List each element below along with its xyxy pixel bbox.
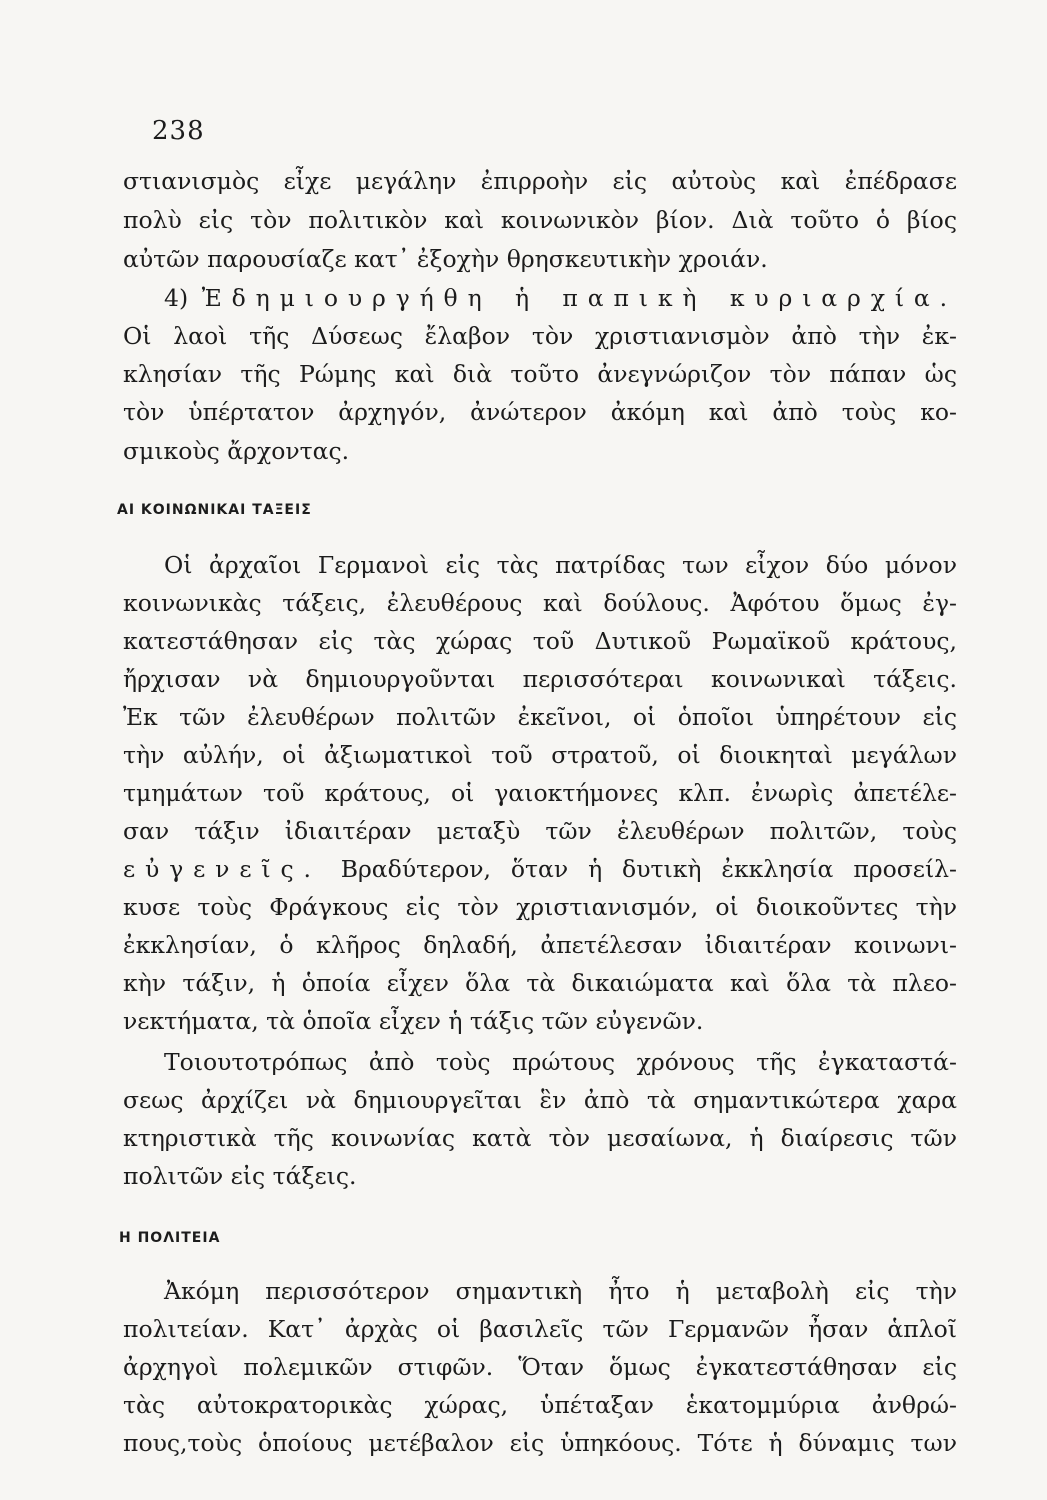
text-line: Οἱ λαοὶ τῆς Δύσεως ἔλαβον τὸν χριστιανισμὸν ἀπὸ τὴν ἐκ-	[123, 322, 957, 350]
text-line: πολὺ εἰς τὸν πολιτικὸν καὶ κοινωνικὸν βίον. Διὰ τοῦτο ὁ βίος	[123, 206, 957, 234]
text-line: ἐκκλησίαν, ὁ κλῆρος δηλαδή, ἀπετέλεσαν ἰδιαιτέραν κοινωνι-	[123, 931, 957, 959]
text-line: Τοιουτοτρόπως ἀπὸ τοὺς πρώτους χρόνους τῆς ἐγκαταστά-	[164, 1048, 957, 1076]
text-line: κοινωνικὰς τάξεις, ἐλευθέρους καὶ δούλους. Ἀφότου ὅμως ἐγ-	[123, 589, 957, 617]
text-line: πολιτείαν. Κατ᾿ ἀρχὰς οἱ βασιλεῖς τῶν Γερμανῶν ἦσαν ἁπλοῖ	[123, 1315, 957, 1343]
text-line: κλησίαν τῆς Ρώμης καὶ διὰ τοῦτο ἀνεγνώριζον τὸν πάπαν ὡς	[123, 360, 957, 388]
text-line: κὴν τάξιν, ἡ ὁποία εἶχεν ὅλα τὰ δικαιώματα καὶ ὅλα τὰ πλεο-	[123, 969, 957, 997]
text-line: τὰς αὐτοκρατορικὰς χώρας, ὑπέταξαν ἑκατομμύρια ἀνθρώ-	[123, 1391, 957, 1419]
text-line: σαν τάξιν ἰδιαιτέραν μεταξὺ τῶν ἐλευθέρων πολιτῶν, τοὺς	[123, 817, 957, 845]
page-number: 238	[152, 116, 205, 146]
text-line: ἀρχηγοὶ πολεμικῶν στιφῶν. Ὅταν ὅμως ἐγκατεστάθησαν εἰς	[123, 1353, 957, 1381]
section-heading: Η ΠΟΛΙΤΕΙΑ	[119, 1230, 221, 1246]
numbered-heading-prefix: 4)	[164, 284, 202, 312]
text-line: τὴν αὐλήν, οἱ ἀξιωματικοὶ τοῦ στρατοῦ, οἱ διοικηταὶ μεγάλων	[123, 741, 957, 769]
text-line: πολιτῶν εἰς τάξεις.	[123, 1162, 357, 1190]
text-span: Βραδύτερον, ὅταν ἡ δυτικὴ ἐκκλησία προσείλ-	[320, 855, 957, 883]
text-line: σεως ἀρχίζει νὰ δημιουργεῖται ἓν ἀπὸ τὰ σημαντικώτερα χαρα	[123, 1086, 957, 1114]
emphasized-word: εὐγενεῖς.	[123, 855, 321, 883]
text-line	[123, 855, 957, 883]
text-line: πους,τοὺς ὁποίους μετέβαλον εἰς ὑπηκόους. Τότε ἡ δύναμις των	[123, 1429, 957, 1457]
text-line: κατεστάθησαν εἰς τὰς χώρας τοῦ Δυτικοῦ Ρωμαϊκοῦ κράτους,	[123, 627, 957, 655]
numbered-heading: Ἐδημιουργήθη ἡ παπικὴ κυριαρχία.	[201, 284, 957, 312]
text-line: στιανισμὸς εἶχε μεγάλην ἐπιρροὴν εἰς αὐτοὺς καὶ ἐπέδρασε	[123, 167, 957, 195]
text-line: κυσε τοὺς Φράγκους εἰς τὸν χριστιανισμόν, οἱ διοικοῦντες τὴν	[123, 893, 957, 921]
text-line: νεκτήματα, τὰ ὁποῖα εἶχεν ἡ τάξις τῶν εὐγενῶν.	[123, 1007, 704, 1035]
text-line: Οἱ ἀρχαῖοι Γερμανοὶ εἰς τὰς πατρίδας των εἶχον δύο μόνον	[164, 551, 957, 579]
numbered-heading-line	[164, 284, 957, 312]
text-line: ἤρχισαν νὰ δημιουργοῦνται περισσότεραι κοινωνικαὶ τάξεις.	[123, 665, 957, 693]
section-heading: ΑΙ ΚΟΙΝΩΝΙΚΑΙ ΤΑΞΕΙΣ	[117, 502, 312, 518]
text-line: Ἐκ τῶν ἐλευθέρων πολιτῶν ἐκεῖνοι, οἱ ὁποῖοι ὑπηρέτουν εἰς	[123, 703, 957, 731]
text-line: αὐτῶν παρουσίαζε κατ᾿ ἐξοχὴν θρησκευτικὴν χροιάν.	[123, 245, 768, 273]
text-line: σμικοὺς ἄρχοντας.	[123, 437, 350, 465]
text-line: τὸν ὑπέρτατον ἀρχηγόν, ἀνώτερον ἀκόμη καὶ ἀπὸ τοὺς κο-	[123, 398, 957, 426]
text-line: τμημάτων τοῦ κράτους, οἱ γαιοκτήμονες κλπ. ἐνωρὶς ἀπετέλε-	[123, 779, 957, 807]
text-line: κτηριστικὰ τῆς κοινωνίας κατὰ τὸν μεσαίωνα, ἡ διαίρεσις τῶν	[123, 1124, 957, 1152]
text-line: Ἀκόμη περισσότερον σημαντικὴ ἦτο ἡ μεταβολὴ εἰς τὴν	[164, 1277, 957, 1305]
